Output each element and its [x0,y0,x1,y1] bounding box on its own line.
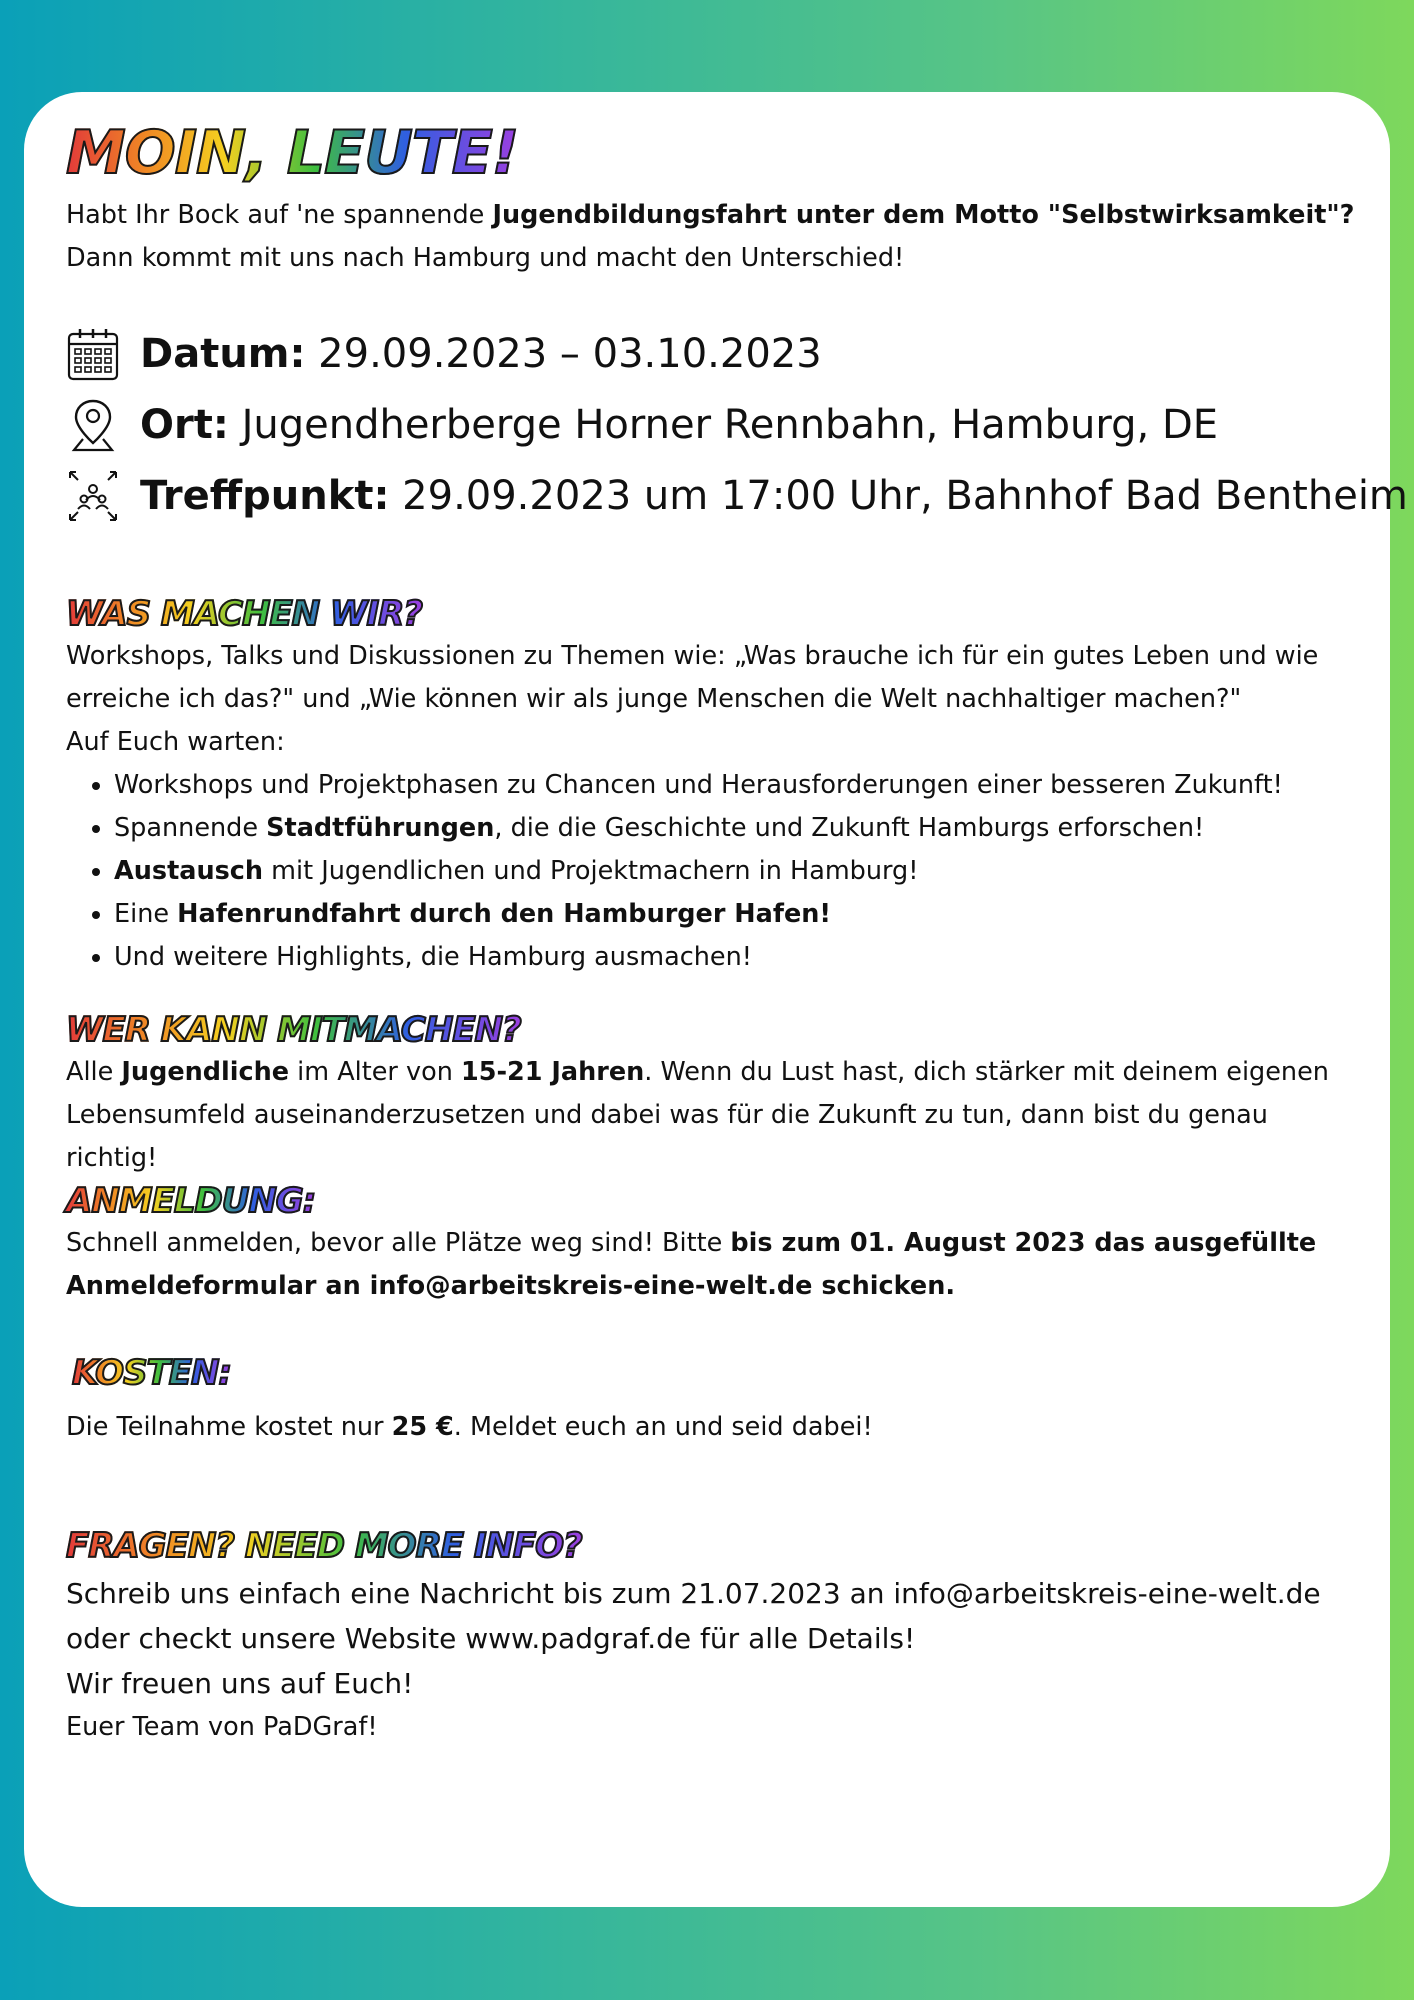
section-heading-registration: ANMELDUNG: [66,1181,316,1221]
registration-text: Schnell anmelden, bevor alle Plätze weg sind! Bitte bis zum 01. August 2023 das ausgefüllte Anmeldeformular an info@arbeitskreis-eine-welt.de schicken. [66,1228,1317,1301]
costs-text: Die Teilnahme kostet nur 25 €. Meldet euch an und seid dabei! [66,1412,873,1442]
meeting-point-row: Treffpunkt: 29.09.2023 um 17:00 Uhr, Bahnhof Bad Bentheim [66,460,1366,531]
questions-text: Schreib uns einfach eine Nachricht bis zum 21.07.2023 an info@arbeitskreis-eine-welt.de oder checkt unsere Website www.padgraf.de für alle Details! [66,1577,1321,1655]
activities-text: Workshops, Talks und Diskussionen zu Themen wie: „Was brauche ich für ein gutes Leben und wie erreiche ich das?" und „Wie können wir als junge Menschen die Welt nachhaltiger machen?" [66,641,1319,714]
list-item: • Austausch mit Jugendlichen und Projektmachern in Hamburg! [114,850,1366,893]
calendar-icon [66,326,120,382]
activities-list [66,764,1366,979]
flyer-content [66,118,1408,1749]
list-item: • Workshops und Projektphasen zu Chancen und Herausforderungen einer besseren Zukunft! [114,764,1366,807]
activities-lead: Auf Euch warten: [66,727,285,757]
flyer-card [24,92,1408,1907]
section-heading-costs: KOSTEN: [72,1353,232,1393]
meeting-group-icon [66,468,120,524]
main-heading: MOIN, LEUTE! [66,118,519,188]
location-pin-icon [66,397,120,453]
team-signature: Euer Team von PaDGraf! [66,1712,378,1742]
list-item: • Und weitere Highlights, die Hamburg ausmachen! [114,936,1366,979]
section-heading-activities: WAS MACHEN WIR? [66,594,423,634]
participants-text: Alle Jugendliche im Alter von 15-21 Jahren. Wenn du Lust hast, dich stärker mit deinem eigenen Lebensumfeld auseinanderzusetzen und dabei was für die Zukunft zu tun, dann bist du genau richtig! [66,1057,1329,1173]
intro-text: Habt Ihr Bock auf 'ne spannende Jugendbildungsfahrt unter dem Motto "Selbstwirksamkeit"? Dann kommt mit uns nach Hamburg und macht den Unterschied! [66,200,1355,273]
section-heading-participants: WER KANN MITMACHEN? [66,1010,521,1050]
section-heading-questions: FRAGEN? NEED MORE INFO? [66,1526,582,1566]
list-item: • Eine Hafenrundfahrt durch den Hamburger Hafen! [114,893,1366,936]
location-row: Ort: Jugendherberge Horner Rennbahn, Hamburg, DE [66,389,1366,460]
questions-closing: Wir freuen uns auf Euch! [66,1667,414,1700]
date-row: Datum: 29.09.2023 – 03.10.2023 [66,318,1366,389]
list-item: • Spannende Stadtführungen, die die Geschichte und Zukunft Hamburgs erforschen! [114,807,1366,850]
